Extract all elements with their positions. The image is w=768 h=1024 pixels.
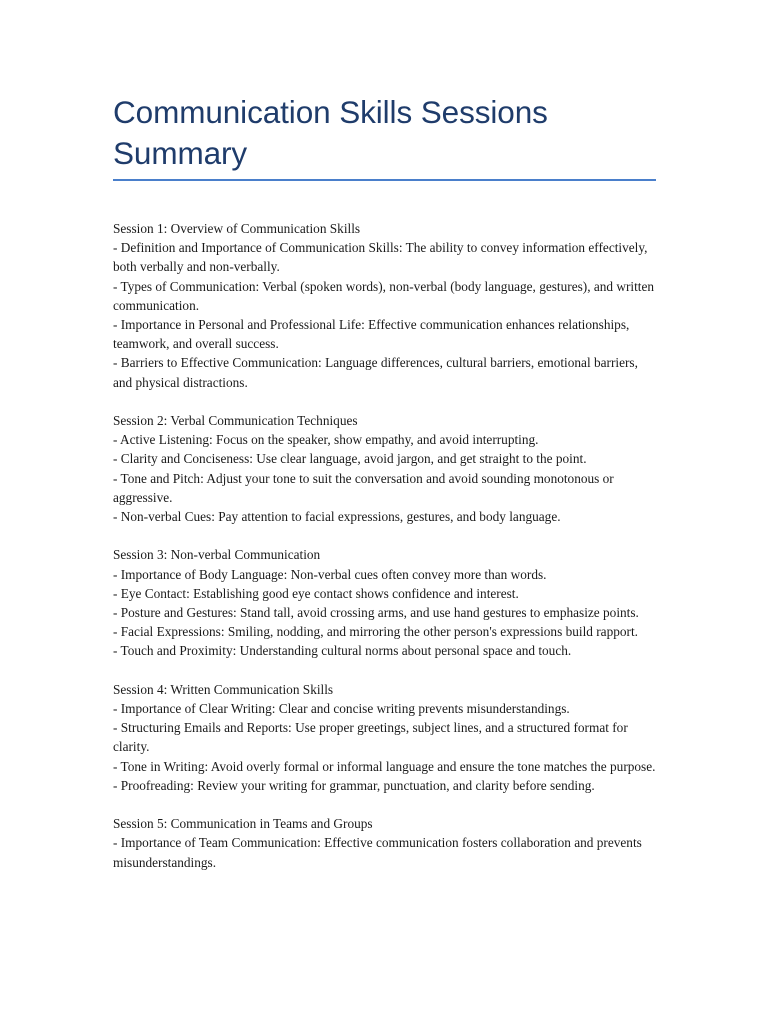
session-bullet: - Clarity and Conciseness: Use clear language, avoid jargon, and get straight to the point. xyxy=(113,451,587,467)
session-bullet: - Definition and Importance of Communication Skills: The ability to convey information effectively, both verbally and non-verbally. xyxy=(113,240,648,275)
session-bullet: - Non-verbal Cues: Pay attention to facial expressions, gestures, and body language. xyxy=(113,509,561,525)
session-bullet: - Barriers to Effective Communication: Language differences, cultural barriers, emotional barriers, and physical distractions. xyxy=(113,355,638,390)
session-2 xyxy=(113,411,658,526)
session-bullet: - Importance of Team Communication: Effective communication fosters collaboration and prevents misunderstandings. xyxy=(113,835,642,870)
session-bullet: - Importance in Personal and Professional Life: Effective communication enhances relationships, teamwork, and overall success. xyxy=(113,317,630,352)
document-body xyxy=(113,219,658,872)
session-bullet: - Posture and Gestures: Stand tall, avoid crossing arms, and use hand gestures to emphasize points. xyxy=(113,605,639,621)
session-bullet: - Proofreading: Review your writing for grammar, punctuation, and clarity before sending. xyxy=(113,777,595,793)
document-page xyxy=(113,92,658,891)
session-bullet: - Importance of Clear Writing: Clear and concise writing prevents misunderstandings. xyxy=(113,701,570,717)
session-heading: Session 5: Communication in Teams and Groups xyxy=(113,816,373,832)
session-bullet: - Importance of Body Language: Non-verbal cues often convey more than words. xyxy=(113,566,547,582)
session-heading: Session 1: Overview of Communication Skills xyxy=(113,221,361,236)
session-heading: Session 4: Written Communication Skills xyxy=(113,681,334,697)
session-3 xyxy=(113,545,658,660)
session-bullet: - Facial Expressions: Smiling, nodding, and mirroring the other person's expressions build rapport. xyxy=(113,624,638,640)
session-4 xyxy=(113,680,658,795)
session-bullet: - Types of Communication: Verbal (spoken words), non-verbal (body language, gestures), and written communication. xyxy=(113,278,655,313)
document-title: Communication Skills Sessions Summary xyxy=(113,94,548,171)
session-bullet: - Tone and Pitch: Adjust your tone to suit the conversation and avoid sounding monotonous or aggressive. xyxy=(113,470,614,505)
title-divider xyxy=(113,179,656,181)
session-1 xyxy=(113,219,658,392)
session-bullet: - Active Listening: Focus on the speaker, show empathy, and avoid interrupting. xyxy=(113,432,539,448)
session-bullet: - Structuring Emails and Reports: Use proper greetings, subject lines, and a structured format for clarity. xyxy=(113,720,628,755)
session-heading: Session 3: Non-verbal Communication xyxy=(113,547,321,563)
session-bullet: - Eye Contact: Establishing good eye contact shows confidence and interest. xyxy=(113,585,519,601)
session-heading: Session 2: Verbal Communication Techniques xyxy=(113,413,358,429)
session-5 xyxy=(113,814,658,872)
session-bullet: - Touch and Proximity: Understanding cultural norms about personal space and touch. xyxy=(113,643,572,659)
session-bullet: - Tone in Writing: Avoid overly formal or informal language and ensure the tone matches the purpose. xyxy=(113,758,656,774)
